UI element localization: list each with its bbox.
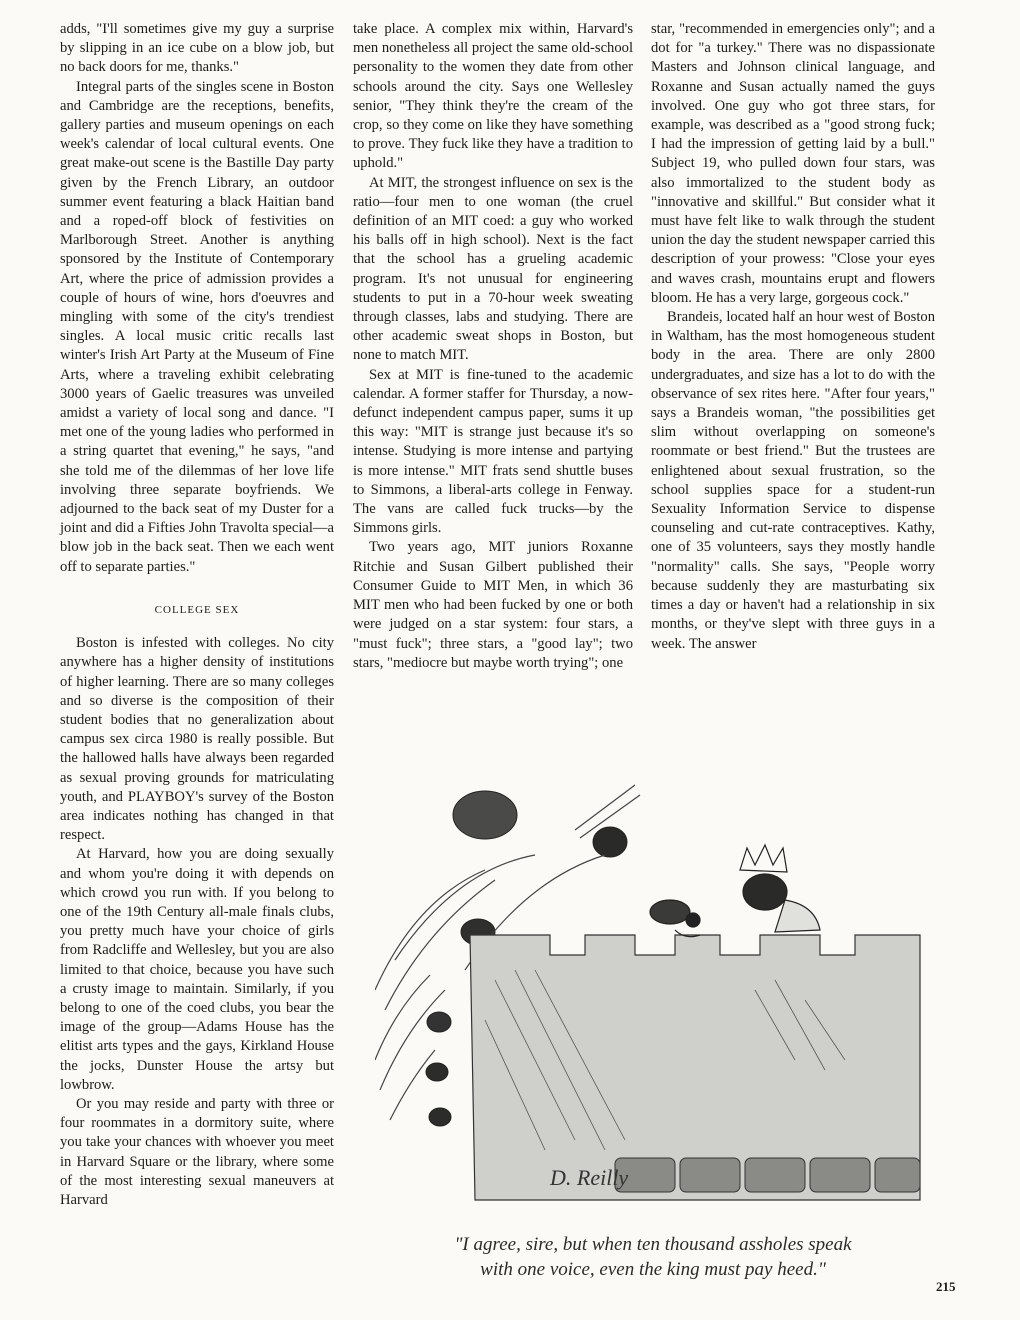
paragraph: adds, "I'll sometimes give my guy a surprise by slipping in an ice cube on a blow job, but no back doors for me, thanks.": [60, 21, 334, 76]
rock: [426, 1063, 448, 1081]
paragraph: At MIT, the strongest influence on sex is the ratio—four men to one woman (the cruel definition of an MIT coed: a guy who worked his balls off in high school). Next is the fact that the school has a grueling academic program. It's not unusual for engineering students to put in a 70-hour week sweating through classes, labs and studying. There are other academic sweat shops in Boston, but none to match MIT.: [353, 174, 633, 364]
paragraph: Integral parts of the singles scene in Boston and Cambridge are the receptions, benefits, gallery parties and museum openings on each week's calendar of local cultural events. One great make-out scene is the Bastille Day party given by the French Library, an outdoor summer event featuring a black Haitian band and a roped-off block of festivities on Marlborough Street. Another is anything sponsored by the Institute of Contemporary Art, where the price of admission provides a couple of hours of wine, hors d'oeuvres and mingling with some of the city's trendiest singles. A local music critic recalls last winter's Irish Art Party at the Museum of Fine Arts, where a traveling exhibit celebrating 3000 years of Gaelic treasures was unveiled amidst a variety of local song and dance. "I met one of the young ladies who performed in a string quartet that evening," he says, "and she told me of the dilemmas of her love life involving three separate boyfriends. We adjourned to the back seat of my Duster for a joint and did a Fifties John Travolta special—a blow job in the back seat. Then we each went off to separate parties.": [60, 78, 334, 575]
paragraph: Two years ago, MIT juniors Roxanne Ritchie and Susan Gilbert published their Consumer Guide to MIT Men, in which 36 MIT men who had been fucked by one or both were judged on a star system: four stars, a "must fuck"; three stars, a "good lay"; two stars, "mediocre but maybe worth trying"; one: [353, 539, 633, 671]
paragraph: Or you may reside and party with three or four roommates in a dormitory suite, where you take your chances with whoever you meet in Harvard Square or the library, where some of the most interesting sexual maneuvers at Harvard: [60, 1095, 334, 1208]
paragraph: Brandeis, located half an hour west of Boston in Waltham, has the most homogeneous student body in the area. There are only 2800 undergraduates, and size has a lot to do with the observance of sex rites here. "After four years," says a Brandeis woman, "the possibilities get slim without overlapping on someone's roommate or best friend." But the trustees are enlightened about sexual frustration, so the school supplies space for a student-run Sexuality Information Service to dispense counseling and cut-rate contraceptives. Kathy, one of 35 volunteers, says they mostly handle "normality" calls. She says, "People worry because suddenly they are masturbating six times a day or haven't had a relationship in six months, or they've slept with three guys in a week. The answer: [651, 309, 935, 652]
advisor-figure: [650, 900, 700, 937]
article-column-3: [651, 20, 935, 654]
rock: [593, 827, 627, 857]
paragraph: take place. A complex mix within, Harvard's men nonetheless all project the same old-school personality to the women they date from other schools around the city. Says one Wellesley senior, "They think they're the cream of the crop, so they come on like they have something to prove. They fuck like they have a tradition to uphold.": [353, 21, 633, 172]
rock: [427, 1012, 451, 1032]
cartoonist-signature: D. Reilly: [550, 1165, 629, 1190]
page-number: 215: [936, 1279, 956, 1294]
caption-line: with one voice, even the king must pay heed.": [480, 1259, 826, 1280]
caption-line: "I agree, sire, but when ten thousand assholes speak: [454, 1234, 852, 1255]
paragraph: Sex at MIT is fine-tuned to the academic calendar. A former staffer for Thursday, a now-defunct independent campus paper, sums it up this way: "MIT is strange just because it's so intense. Studying is more intense and partying is more intense." MIT frats send shuttle buses to Simmons, a liberal-arts college in Fenway. The vans are called fuck trucks—by the Simmons girls.: [353, 366, 633, 537]
cartoon-illustration: [375, 760, 950, 1230]
king-figure: [740, 845, 820, 932]
article-column-1: [60, 20, 334, 1210]
cartoon-caption: [388, 1232, 918, 1282]
article-column-2: [353, 20, 633, 673]
paragraph: At Harvard, how you are doing sexually and whom you're doing it with depends on which crowd you run with. If you belong to one of the 19th Century all-male finals clubs, you pretty much have your choice of girls from Radcliffe and Wellesley, but you are also limited to that choice, because you have such a crusty image to maintain. Similarly, if you belong to one of the coed clubs, you bear the image of the group—Adams House has the elitist arts types and the gays, Kirkland House the jocks, Dunster House the artsy but lowbrow.: [60, 846, 334, 1093]
paragraph: star, "recommended in emergencies only"; and a dot for "a turkey." There was no dispassionate Masters and Johnson clinical language, and Roxanne and Susan actually named the guys involved. One guy who got three stars, for example, was described as a "good strong fuck; I had the impression of getting laid by a bull." Subject 19, who pulled down four stars, was also immortalized to the student body as "innovative and skillful." But consider what it must have felt like to walk through the student union the day the student newspaper carried this description of your prowess: "Close your eyes and waves crash, mountains erupt and flowers bloom. He has a very large, gorgeous cock.": [651, 21, 935, 306]
section-subhead: COLLEGE SEX: [154, 603, 240, 616]
rock: [453, 791, 517, 839]
rock: [429, 1108, 451, 1126]
paragraph: Boston is infested with colleges. No city anywhere has a higher density of institutions of higher learning. There are so many colleges and so diverse is the composition of their student bodies that no generalization about campus sex circa 1980 is really possible. But the hallowed halls have always been regarded as sexual proving grounds for matriculating youth, and PLAYBOY's survey of the Boston area indicates nothing has changed in that respect.: [60, 635, 334, 844]
